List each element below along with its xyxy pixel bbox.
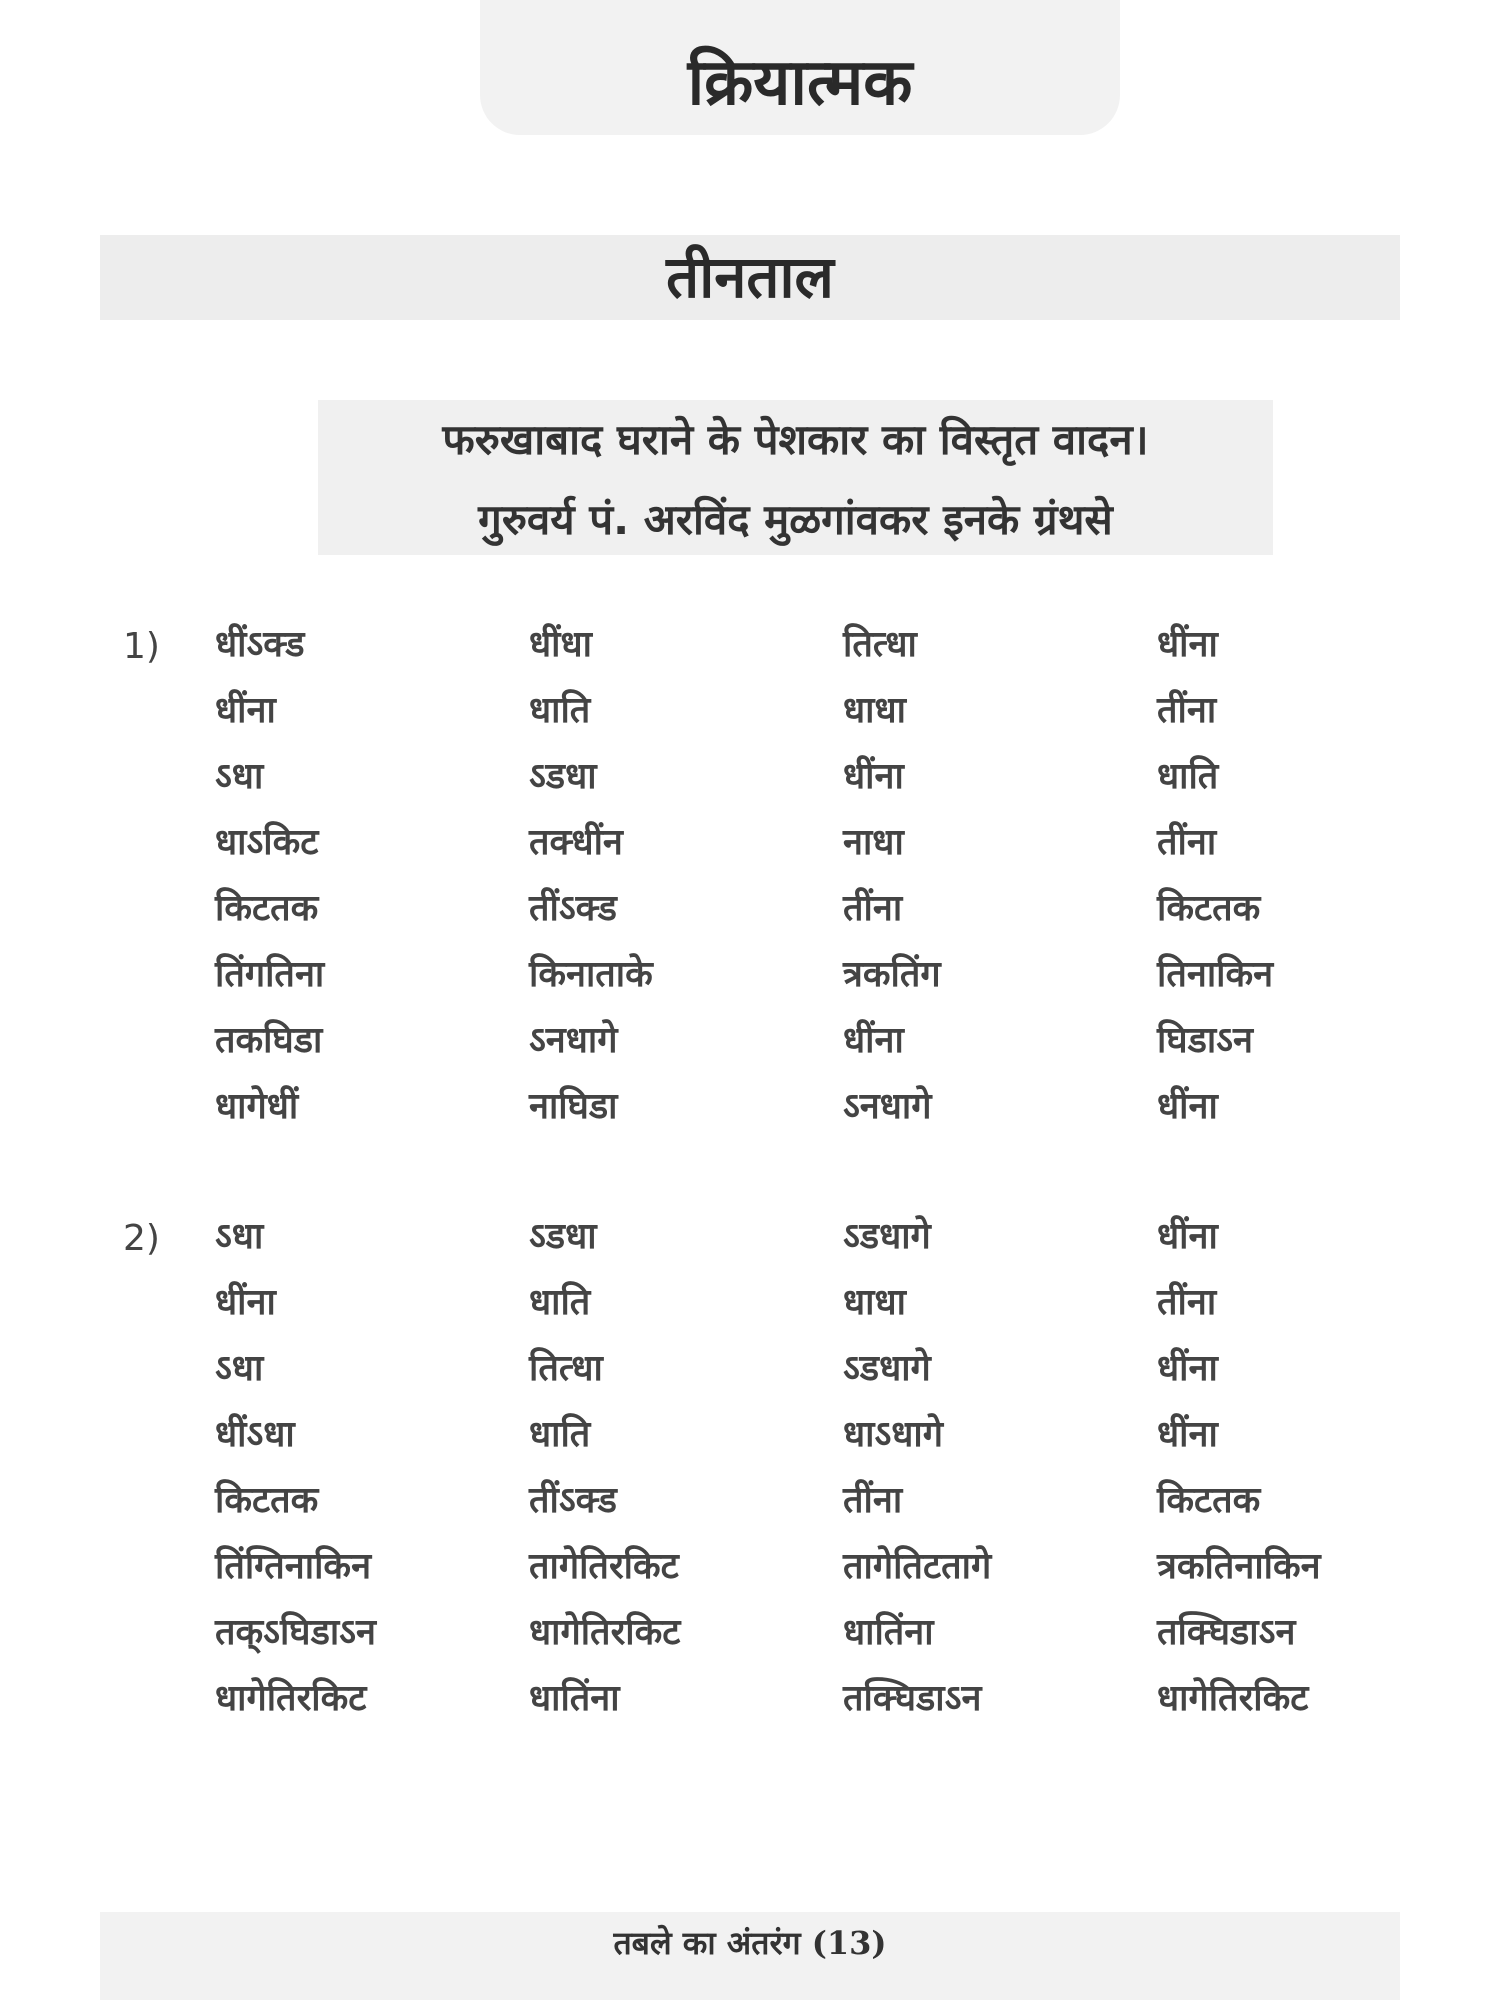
bol-grid [215,1212,1471,1740]
bol-cell: नाधा [843,822,904,863]
bol-cell: धींधा [529,624,592,665]
bol-cell: धाधा [843,1282,906,1323]
bol-cell: ऽनधागे [529,1020,618,1061]
bol-cell: धींना [843,1020,904,1061]
bol-cell: धागेधीं [215,1086,299,1127]
bol-cell: ऽडधा [529,756,597,797]
bol-cell: धींना [1157,1086,1218,1127]
bol-cell: तींना [1157,1282,1217,1323]
bol-cell: तींना [843,888,903,929]
bol-cell: धींऽक्ड [215,624,305,665]
bol-cell: किनाताके [529,954,653,995]
bol-cell: ऽनधागे [843,1086,932,1127]
bol-cell: धींना [843,756,904,797]
bol-cell: किटतक [1157,1480,1261,1521]
bol-cell: ऽडधागे [843,1348,931,1389]
bol-cell: तक्ऽघिडाऽन [215,1612,376,1653]
bol-cell: त्रकतिंग [843,954,941,995]
bol-cell: धाति [529,690,591,731]
bol-cell: धागेतिरकिट [215,1678,367,1719]
bol-cell: किटतक [215,1480,319,1521]
bol-cell: तींऽक्ड [529,888,617,929]
bol-cell: किटतक [215,888,319,929]
bol-cell: तक्धींन [529,822,623,863]
bol-cell: ऽडधागे [843,1216,931,1257]
bol-cell: तींना [1157,822,1217,863]
bol-cell: धाऽकिट [215,822,319,863]
bol-cell: ऽधा [215,1216,264,1257]
bol-cell: धातिंना [529,1678,620,1719]
bol-cell: तींना [843,1480,903,1521]
bol-cell: धाति [1157,756,1219,797]
bol-cell: घिडाऽन [1157,1020,1253,1061]
composition-number: 2) [123,1218,160,1259]
bol-cell: तींऽक्ड [529,1480,617,1521]
page-footer: तबले का अंतरंग (13) [613,1924,887,1962]
page-title: क्रियात्मक [687,46,913,120]
bol-cell: तींना [1157,690,1217,731]
bol-cell: ऽडधा [529,1216,597,1257]
composition-number: 1) [123,626,160,667]
bol-cell: धींना [1157,1216,1218,1257]
bol-cell: धाति [529,1282,591,1323]
bol-cell: तिंग्तिनाकिन [215,1546,372,1587]
bol-cell: नाघिडा [529,1086,618,1127]
bol-cell: धींना [1157,1348,1218,1389]
bol-cell: तिनाकिन [1157,954,1274,995]
bol-cell: धींना [1157,1414,1218,1455]
bol-cell: त्रकतिनाकिन [1157,1546,1321,1587]
bol-cell: तकघिडा [215,1020,323,1061]
bol-cell: धाऽधागे [843,1414,944,1455]
bol-cell: तागेतिरकिट [529,1546,679,1587]
bol-cell: धाति [529,1414,591,1455]
bol-cell: धींना [215,1282,276,1323]
bol-cell: धागेतिरकिट [1157,1678,1309,1719]
bol-cell: तक्घिडाऽन [843,1678,982,1719]
bol-cell: तित्धा [843,624,917,665]
bol-cell: धींऽधा [215,1414,295,1455]
bol-cell: ऽधा [215,756,264,797]
bol-cell: धाधा [843,690,906,731]
bol-cell: तित्धा [529,1348,603,1389]
bol-cell: तिंगतिना [215,954,325,995]
bol-cell: किटतक [1157,888,1261,929]
bol-cell: धींना [215,690,276,731]
subtitle-line-2: गुरुवर्य पं. अरविंद मुळगांवकर इनके ग्रंथसे [478,495,1113,544]
subtitle-line-1: फरुखाबाद घराने के पेशकार का विस्तृत वादन। [442,415,1149,464]
bol-grid [215,620,1471,1148]
section-title: तीनताल [666,243,834,311]
bol-cell: धागेतिरकिट [529,1612,681,1653]
bol-cell: ऽधा [215,1348,264,1389]
bol-cell: धींना [1157,624,1218,665]
bol-cell: तक्घिडाऽन [1157,1612,1296,1653]
bol-cell: तागेतिटतागे [843,1546,992,1587]
bol-cell: धातिंना [843,1612,934,1653]
